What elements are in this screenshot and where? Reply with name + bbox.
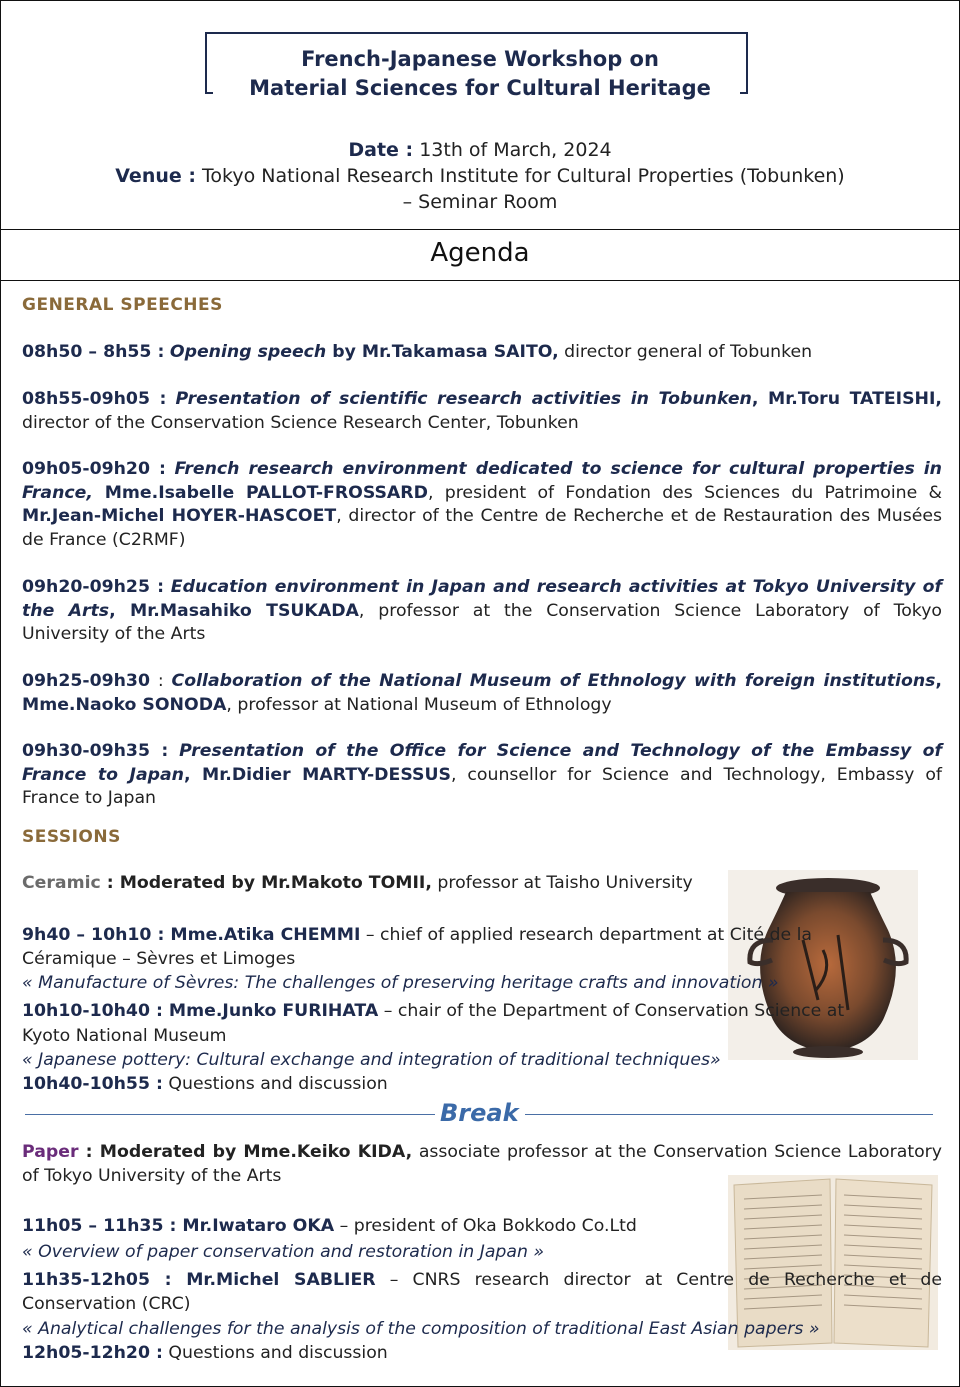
- talk-title: « Japanese pottery: Cultural exchange and integration of traditional techniques»: [22, 1050, 721, 1070]
- talk-item: 11h35-12h05 : Mr.Michel SABLIER – CNRS research director at Centre de Recherche et de Conservation (CRC): [22, 1270, 943, 1314]
- workshop-title-line1: French-Japanese Workshop on: [301, 47, 659, 71]
- talk-title: « Manufacture of Sèvres: The challenges of preserving heritage crafts and innovation »: [22, 973, 779, 993]
- workshop-title-line2: Material Sciences for Cultural Heritage: [249, 76, 711, 100]
- talk-item: 10h10-10h40 : Mme.Junko FURIHATA – chair of the Department of Conservation Science at: [22, 1001, 845, 1021]
- date-label: Date :: [348, 139, 414, 161]
- talk-item: 11h05 – 11h35 : Mr.Iwataro OKA – president of Oka Bokkodo Co.Ltd: [22, 1216, 637, 1236]
- talk-title: « Overview of paper conservation and restoration in Japan »: [22, 1242, 545, 1262]
- talk-item-cont: Céramique – Sèvres et Limoges: [22, 949, 296, 969]
- qa-item: 12h05-12h20 : Questions and discussion: [22, 1343, 388, 1363]
- speech-item: 08h50 – 8h55 : Opening speech by Mr.Takamasa SAITO, director general of Tobunken: [22, 342, 813, 362]
- speech-item: 09h25-09h30 : Collaboration of the National Museum of Ethnology with foreign institutions, Mme.Naoko SONODA, professor at National Museum of Ethnology: [22, 671, 942, 715]
- ceramic-session-header: Ceramic : Moderated by Mr.Makoto TOMII, professor at Taisho University: [22, 873, 693, 893]
- paper-label: Paper: [22, 1142, 79, 1162]
- speech-item: 09h20-09h25 : Education environment in Japan and research activities at Tokyo University of the Arts, Mr.Masahiko TSUKADA, professor at the Conservation Science Laboratory of Tokyo University of the Arts: [22, 577, 943, 644]
- sessions-heading: SESSIONS: [22, 827, 121, 847]
- speech-item: 09h30-09h35 : Presentation of the Office for Science and Technology of the Embassy of France to Japan, Mr.Didier MARTY-DESSUS, counsellor for Science and Technology, Embassy of France to Japan: [22, 741, 943, 808]
- talk-item-cont: Kyoto National Museum: [22, 1026, 227, 1046]
- qa-item: 10h40-10h55 : Questions and discussion: [22, 1074, 388, 1094]
- venue-line: [0, 163, 960, 189]
- break-label: Break: [440, 1099, 519, 1127]
- date-value: 13th of March, 2024: [419, 139, 612, 161]
- paper-session-header: Paper : Moderated by Mme.Keiko KIDA, associate professor at the Conservation Science Laboratory of Tokyo University of the Arts: [22, 1142, 942, 1186]
- divider: [0, 229, 960, 230]
- venue-room: – Seminar Room: [402, 191, 558, 213]
- date-line: [0, 137, 960, 163]
- agenda-title: Agenda: [430, 238, 530, 268]
- ceramic-label: Ceramic: [22, 873, 101, 893]
- break-rule-right: [525, 1114, 933, 1115]
- talk-item: 9h40 – 10h10 : Mme.Atika CHEMMI – chief of applied research department at Cité de la: [22, 925, 812, 945]
- speech-item: 09h05-09h20 : French research environment dedicated to science for cultural properties in France, Mme.Isabelle PALLOT-FROSSARD, president of Fondation des Sciences du Patrimoine & Mr.Jean-Michel HOYER-HASCOET, director of the Centre de Recherche et de Restauration des Musées de France (C2RMF): [22, 459, 942, 550]
- divider: [0, 280, 960, 281]
- general-speeches-heading: GENERAL SPEECHES: [22, 295, 223, 315]
- venue-label: Venue :: [115, 165, 196, 187]
- venue-value: Tokyo National Research Institute for Cultural Properties (Tobunken): [202, 165, 845, 187]
- speech-item: 08h55-09h05 : Presentation of scientific research activities in Tobunken, Mr.Toru TATEISHI, director of the Conservation Science Research Center, Tobunken: [22, 389, 942, 433]
- break-rule-left: [25, 1114, 435, 1115]
- talk-title: « Analytical challenges for the analysis of the composition of traditional East Asian papers »: [22, 1319, 820, 1339]
